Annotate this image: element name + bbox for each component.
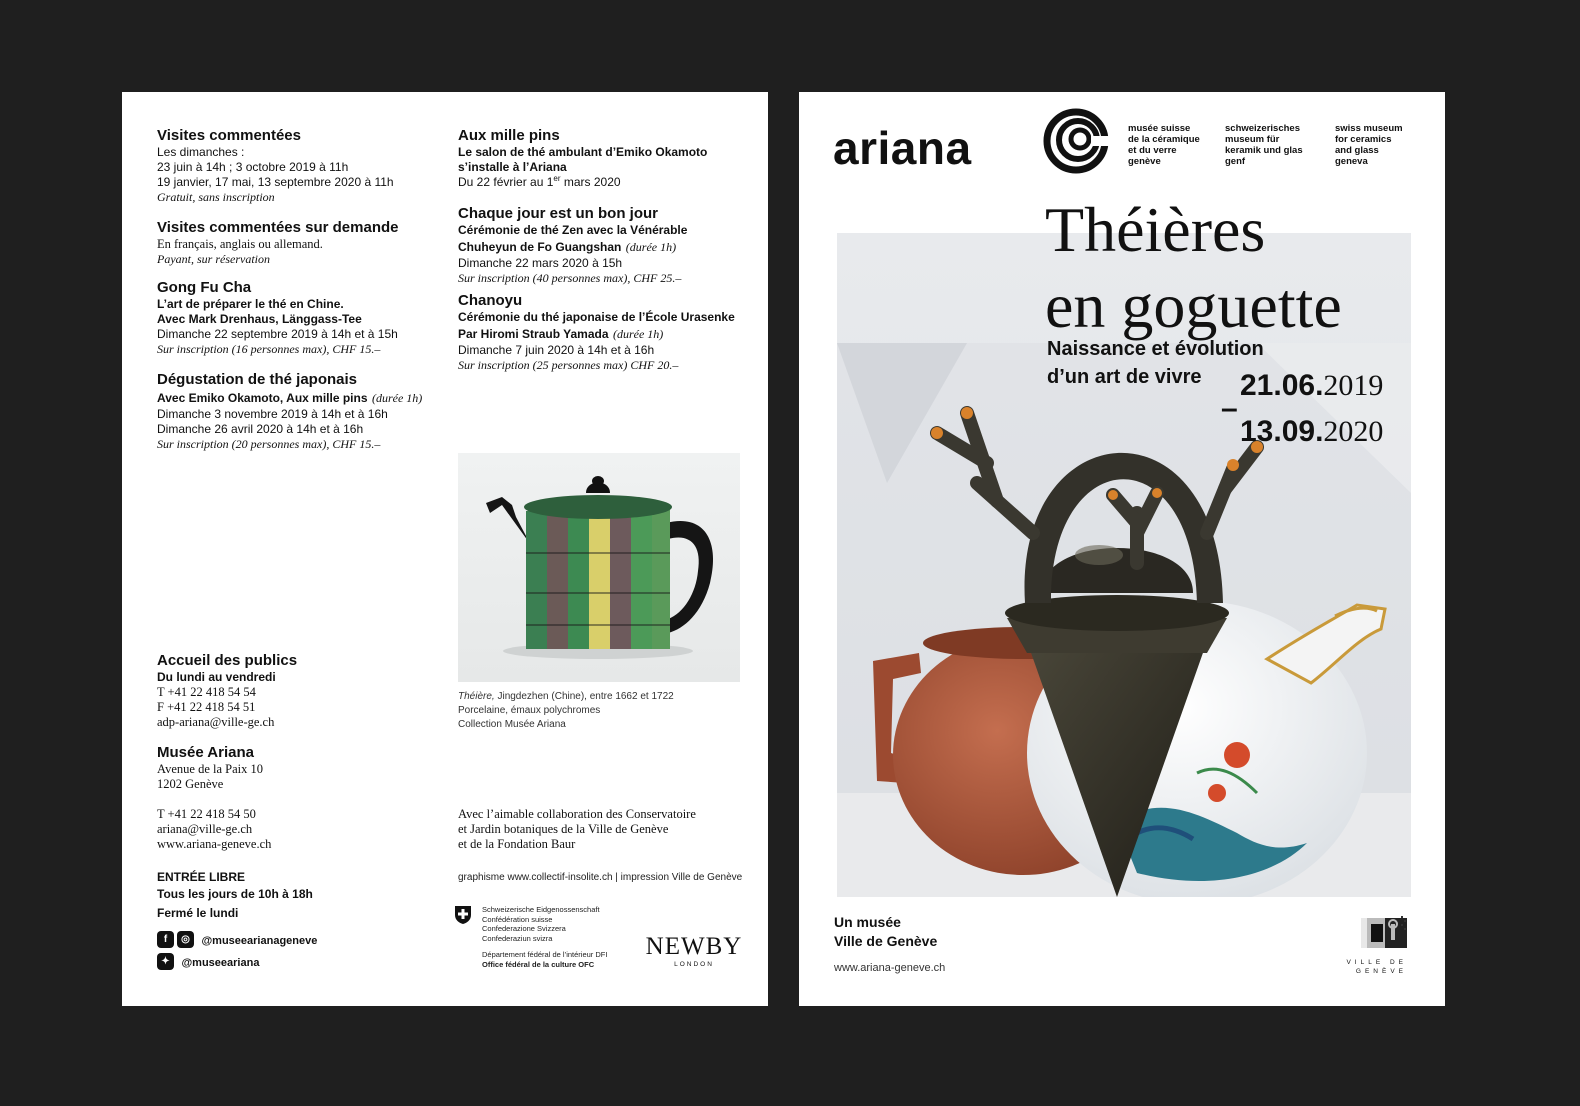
text-line: ENTRÉE LIBRE xyxy=(157,870,246,884)
geneva-crest-icon xyxy=(1361,914,1407,954)
un-musee-label xyxy=(834,913,937,951)
museum-name-line: for ceramics xyxy=(1335,134,1392,145)
text-line: Dimanche 26 avril 2020 à 14h et à 16h xyxy=(157,422,364,436)
section-title: Chanoyu xyxy=(458,292,523,309)
email-link[interactable]: adp-ariana@ville-ge.ch xyxy=(157,715,275,729)
chaque-jour-bon-jour xyxy=(458,205,687,286)
text-line: Dimanche 7 juin 2020 à 14h et à 16h xyxy=(458,343,655,357)
duration-note: (durée 1h) xyxy=(625,240,677,254)
caption-title: Théière, xyxy=(458,691,495,702)
museum-name-line: de la céramique xyxy=(1128,134,1200,145)
sponsor-sub: LONDON xyxy=(674,961,714,968)
ariana-spiral-logo-icon xyxy=(1043,108,1109,174)
visites-commentees xyxy=(157,127,394,205)
text-line: s’installe à l’Ariana xyxy=(458,160,567,174)
section-title: Chaque jour est un bon jour xyxy=(458,205,658,222)
date-day-month: 13.09. xyxy=(1240,415,1324,448)
musee-ariana-contact xyxy=(157,744,271,852)
note: Sur inscription (16 personnes max), CHF 15.– xyxy=(157,342,381,356)
ville-logo-text: VILLE DE GENÈVE xyxy=(1346,959,1407,975)
aux-mille-pins xyxy=(458,127,707,190)
date-year: 2020 xyxy=(1323,415,1384,448)
date-dash: – xyxy=(1221,392,1238,425)
address-line: 1202 Genève xyxy=(157,777,224,791)
note: Sur inscription (20 personnes max), CHF 15.– xyxy=(157,437,381,451)
text-line: Du 22 février au 1 xyxy=(458,175,554,189)
text-line: et Jardin botaniques de la Ville de Genève xyxy=(458,822,669,836)
exhibition-subtitle xyxy=(1047,335,1264,391)
museum-name-en xyxy=(1335,123,1403,167)
text-line: Le salon de thé ambulant d’Emiko Okamoto xyxy=(458,145,708,159)
museum-name-line: geneva xyxy=(1335,156,1368,167)
degustation-the-japonais xyxy=(157,371,422,452)
email-link[interactable]: ariana@ville-ge.ch xyxy=(157,822,253,836)
date-start xyxy=(1240,368,1383,404)
text-line: Du lundi au vendredi xyxy=(157,670,276,684)
text-line: 23 juin à 14h ; 3 octobre 2019 à 11h xyxy=(157,160,349,174)
note: Sur inscription (40 personnes max), CHF 25.– xyxy=(458,271,682,285)
exhibition-title xyxy=(1045,192,1342,344)
subtitle-line: d’un art de vivre xyxy=(1047,366,1202,388)
museum-name-de xyxy=(1225,123,1303,167)
swiss-shield-icon xyxy=(454,905,472,925)
subtitle-line: Naissance et évolution xyxy=(1047,338,1264,360)
section-title: Gong Fu Cha xyxy=(157,279,252,296)
section-title: Musée Ariana xyxy=(157,744,254,761)
instagram-icon[interactable]: ◎ xyxy=(177,931,194,948)
text-line: Cérémonie de thé Zen avec la Vénérable xyxy=(458,223,688,237)
museum-name-line: musée suisse xyxy=(1128,123,1191,134)
address-line: Avenue de la Paix 10 xyxy=(157,762,263,776)
confed-line: Confédération suisse xyxy=(482,914,553,924)
date-day-month: 21.06. xyxy=(1240,369,1324,402)
museum-name-fr xyxy=(1128,123,1200,167)
photo-caption xyxy=(458,690,674,732)
sponsor-name: NEWBY xyxy=(645,933,743,960)
poster-front-page xyxy=(799,92,1445,1006)
social-handle[interactable]: @museeariana xyxy=(181,957,260,969)
text-line: Fermé le lundi xyxy=(157,906,239,920)
museum-name-line: genève xyxy=(1128,156,1161,167)
text-line: Par Hiromi Straub Yamada xyxy=(458,327,609,341)
leaflet-back-page xyxy=(122,92,768,1006)
note: Payant, sur réservation xyxy=(157,252,270,266)
ville-de-geneve-logo xyxy=(1311,908,1421,978)
text-line: Dimanche 22 mars 2020 à 15h xyxy=(458,256,623,270)
phone: T +41 22 418 54 50 xyxy=(157,807,256,821)
text-line: Dimanche 3 novembre 2019 à 14h et à 16h xyxy=(157,407,388,421)
caption-text: Collection Musée Ariana xyxy=(458,719,566,730)
ariana-logo-wordmark: ariana xyxy=(833,122,972,174)
gong-fu-cha xyxy=(157,279,398,357)
fax: F +41 22 418 54 51 xyxy=(157,700,256,714)
museum-name-line: et du verre xyxy=(1128,145,1177,156)
text-line: Les dimanches : xyxy=(157,145,245,159)
duration-note: (durée 1h) xyxy=(371,391,423,405)
footer-line: Un musée xyxy=(834,914,901,930)
title-line: en goguette xyxy=(1045,270,1342,341)
note: Sur inscription (25 personnes max) CHF 20.– xyxy=(458,358,679,372)
collaboration-credits xyxy=(458,807,696,852)
design-credits: graphisme www.collectif-insolite.ch | impression Ville de Genève xyxy=(458,872,743,883)
text-line: et de la Fondation Baur xyxy=(458,837,576,851)
text-line: Avec l’aimable collaboration des Conservatoire xyxy=(458,807,696,821)
text-line: Tous les jours de 10h à 18h xyxy=(157,887,313,901)
museum-name-line: museum für xyxy=(1225,134,1280,145)
caption-text: Jingdezhen (Chine), entre 1662 et 1722 xyxy=(494,691,674,702)
confed-line: Confederaziun svizra xyxy=(482,933,553,943)
twitter-icon[interactable]: ✦ xyxy=(157,953,174,970)
section-title: Aux mille pins xyxy=(458,127,560,144)
text-line: L’art de préparer le thé en Chine. xyxy=(157,297,344,311)
superscript: er xyxy=(553,174,561,183)
museum-name-line: swiss museum xyxy=(1335,123,1403,134)
museum-name-line: genf xyxy=(1225,156,1246,167)
text-line: Avec Emiko Okamoto, Aux mille pins xyxy=(157,391,368,405)
section-title: Accueil des publics xyxy=(157,652,298,669)
confed-line: Schweizerische Eidgenossenschaft xyxy=(482,905,600,914)
note: Gratuit, sans inscription xyxy=(157,190,275,204)
accueil-des-publics xyxy=(157,652,297,730)
museum-name-line: and glass xyxy=(1335,145,1379,156)
caption-text: Porcelaine, émaux polychromes xyxy=(458,705,601,716)
newby-logo xyxy=(644,934,744,970)
website-link[interactable]: www.ariana-geneve.ch xyxy=(157,837,272,851)
text-line: Dimanche 22 septembre 2019 à 14h et à 15h xyxy=(157,327,398,341)
chanoyu xyxy=(458,292,735,373)
text-line: Avec Mark Drenhaus, Länggass-Tee xyxy=(157,312,362,326)
visites-sur-demande xyxy=(157,219,399,267)
website-url[interactable]: www.ariana-geneve.ch xyxy=(834,962,946,974)
museum-name-line: schweizerisches xyxy=(1225,123,1300,134)
text-line: En français, anglais ou allemand. xyxy=(157,237,323,251)
footer-line: Ville de Genève xyxy=(834,933,938,949)
text-line: 19 janvier, 17 mai, 13 septembre 2020 à 11h xyxy=(157,175,394,189)
social-links xyxy=(157,931,317,975)
teapot-photo xyxy=(458,453,740,682)
date-year: 2019 xyxy=(1323,369,1384,402)
confed-line: Confederazione Svizzera xyxy=(482,924,566,933)
facebook-icon[interactable]: f xyxy=(157,931,174,948)
entree-libre xyxy=(157,869,313,922)
social-handle[interactable]: @museearianageneve xyxy=(201,935,318,947)
text-line: Cérémonie du thé japonaise de l’École Urasenke xyxy=(458,310,735,324)
museum-name-line: keramik und glas xyxy=(1225,145,1303,156)
text-line: Chuheyun de Fo Guangshan xyxy=(458,240,622,254)
confed-line: Département fédéral de l’intérieur DFI xyxy=(482,950,608,959)
date-end xyxy=(1240,414,1383,450)
phone: T +41 22 418 54 54 xyxy=(157,685,256,699)
confed-line: Office fédéral de la culture OFC xyxy=(482,959,595,969)
section-title: Dégustation de thé japonais xyxy=(157,371,358,388)
text-line: mars 2020 xyxy=(560,175,621,189)
section-title: Visites commentées xyxy=(157,127,301,144)
title-line: Théières xyxy=(1045,194,1266,265)
duration-note: (durée 1h) xyxy=(612,327,664,341)
section-title: Visites commentées sur demande xyxy=(157,219,399,236)
